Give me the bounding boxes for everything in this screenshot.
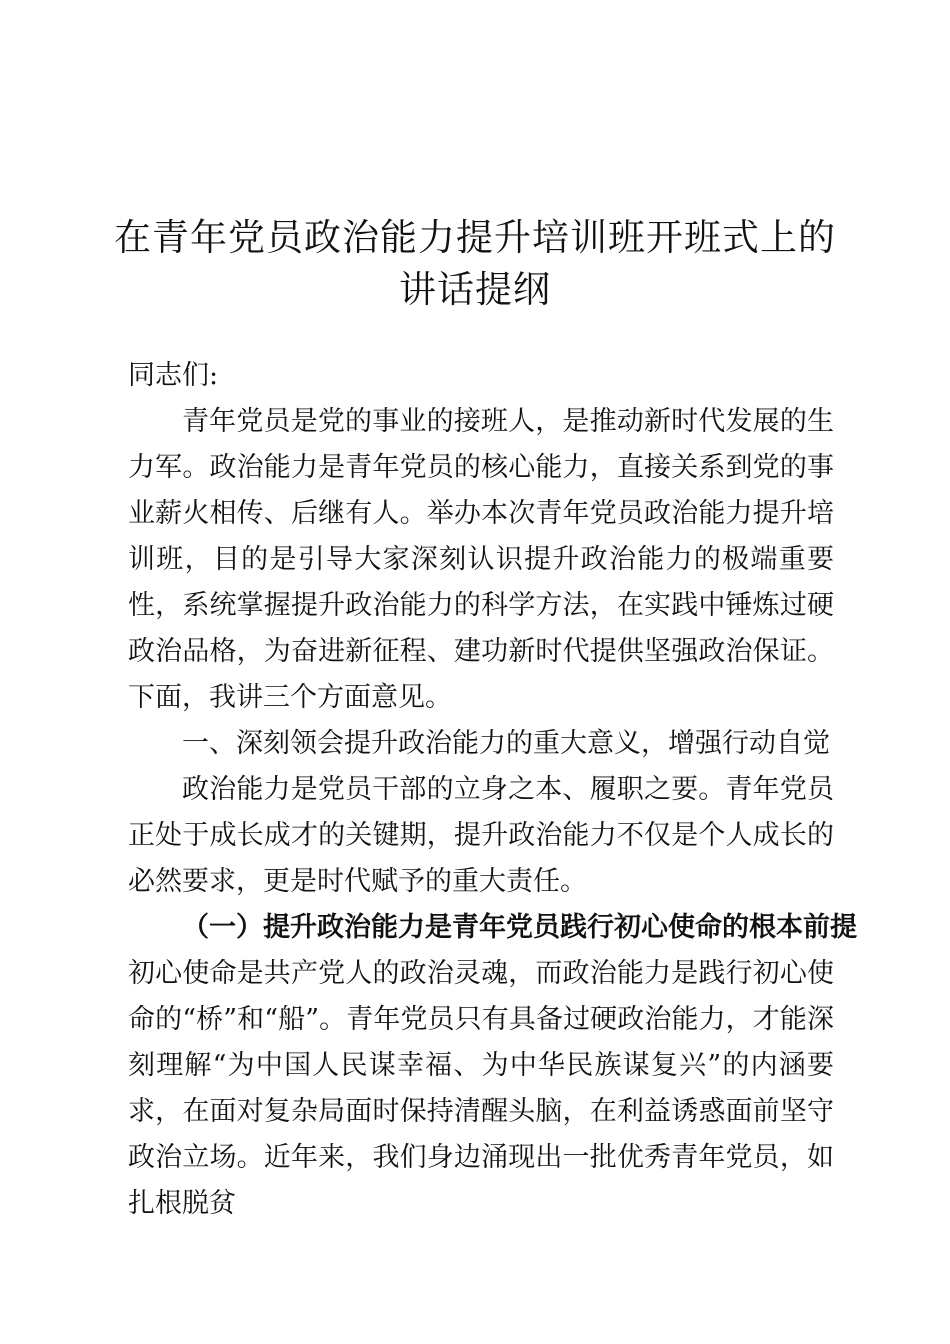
section-heading-1: 一、深刻领会提升政治能力的重大意义，增强行动自觉 — [182, 728, 830, 759]
document-body — [128, 353, 857, 1227]
subsection-heading-1: （一）提升政治能力是青年党员践行初心使命的根本前提 — [182, 912, 857, 943]
document-title: 在青年党员政治能力提升培训班开班式上的讲话提纲 — [114, 216, 836, 311]
section-1-paragraph: 政治能力是党员干部的立身之本、履职之要。青年党员正处于成长成才的关键期，提升政治能力不仅是个人成长的必然要求，更是时代赋予的重大责任。 — [128, 774, 834, 897]
subsection-1-paragraph: 初心使命是共产党人的政治灵魂，而政治能力是践行初心使命的“桥”和“船”。青年党员只有具备过硬政治能力，才能深刻理解“为中国人民谋幸福、为中华民族谋复兴”的内涵要求，在面对复杂局面时保持清醒头脑，在利益诱惑面前坚守政治立场。近年来，我们身边涌现出一批优秀青年党员，如扎根脱贫 — [128, 958, 834, 1219]
salutation: 同志们: — [128, 360, 219, 391]
intro-paragraph: 青年党员是党的事业的接班人，是推动新时代发展的生力军。政治能力是青年党员的核心能力，直接关系到党的事业薪火相传、后继有人。举办本次青年党员政治能力提升培训班，目的是引导大家深刻认识提升政治能力的极端重要性，系统掌握提升政治能力的科学方法，在实践中锤炼过硬政治品格，为奋进新征程、建功新时代提供坚强政治保证。下面，我讲三个方面意见。 — [128, 406, 834, 713]
